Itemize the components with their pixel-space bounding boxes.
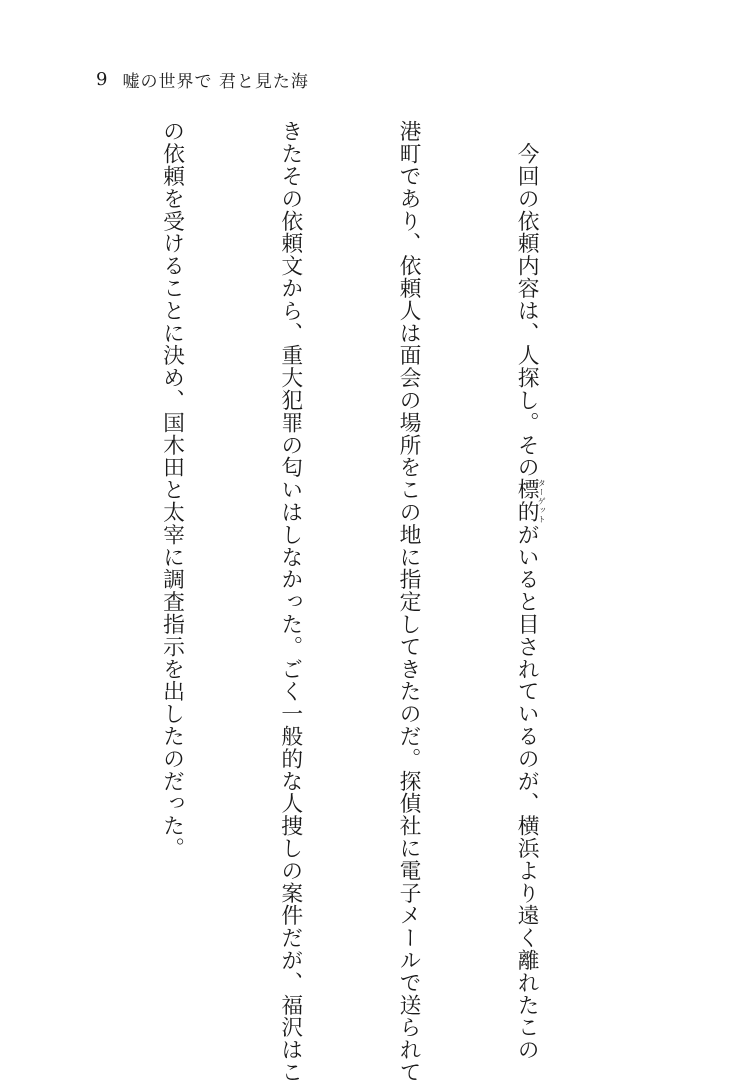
text-line: きたその依頼文から、重大犯罪の匂いはしなかった。ごく一般的な人捜しの案件だが、福沢はこ bbox=[277, 120, 303, 1083]
ruby-target: 標的ターゲット bbox=[514, 478, 547, 524]
running-title: 嘘の世界で 君と見た海 bbox=[122, 71, 309, 92]
body-text bbox=[0, 120, 625, 1083]
text-line: の依頼を受けることに決め、国木田と太宰に調査指示を出したのだった。 bbox=[159, 120, 185, 860]
paragraph-break bbox=[34, 120, 73, 1000]
text-line: 今回の依頼内容は、人探し。その標的ターゲットがいると目されているのが、横浜より遠く離れたこの bbox=[514, 120, 547, 1061]
page-number: 9 bbox=[96, 68, 109, 90]
page-header bbox=[96, 64, 309, 94]
text-line: 港町であり、依頼人は面会の場所をこの地に指定してきたのだ。探偵社に電子メールで送られて bbox=[395, 120, 421, 1083]
